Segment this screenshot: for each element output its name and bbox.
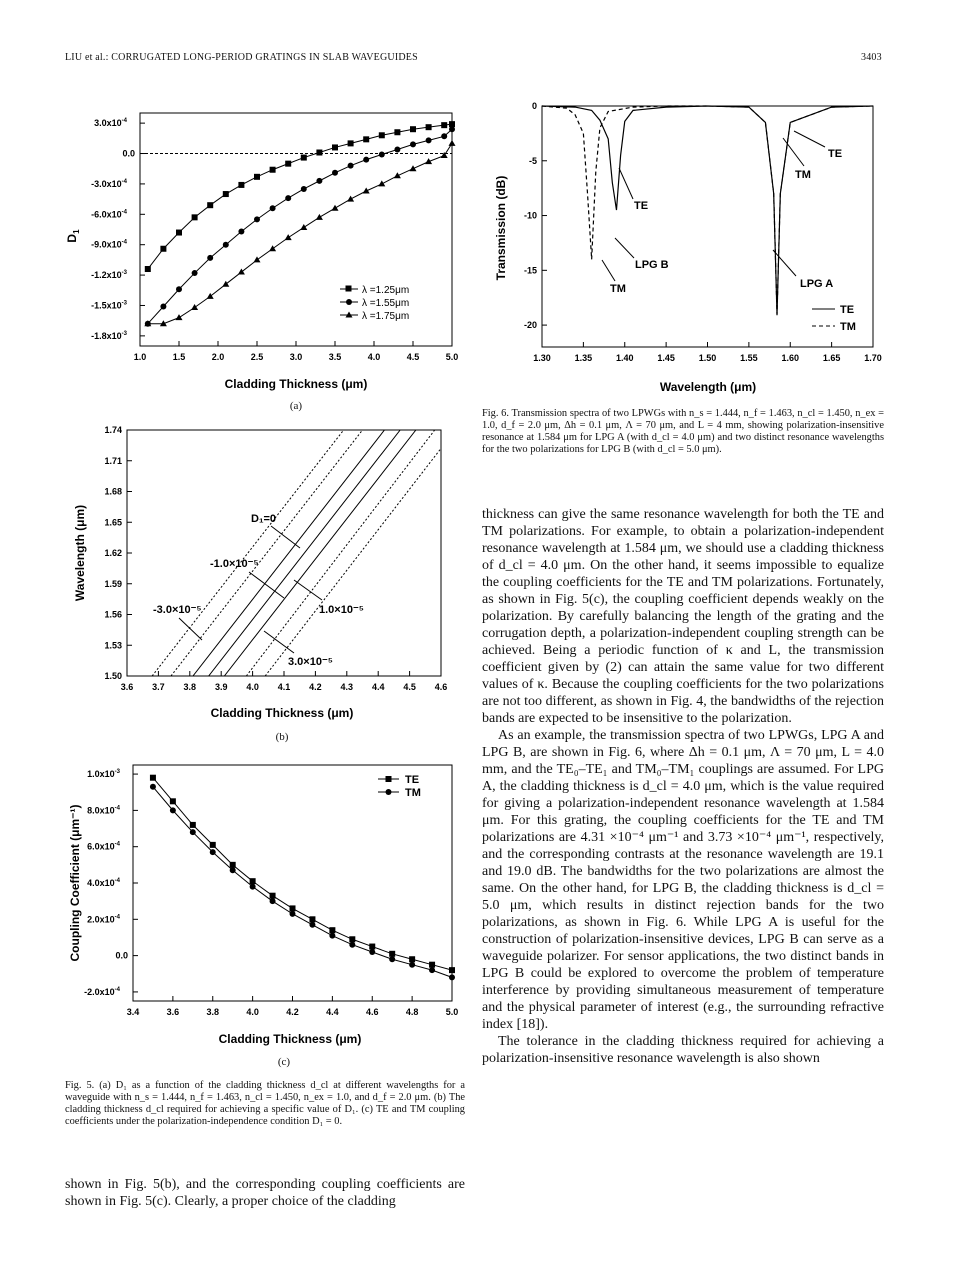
contour-line (209, 430, 401, 676)
data-point (238, 269, 245, 275)
data-point (363, 188, 370, 194)
data-point (394, 146, 400, 152)
data-point (207, 202, 213, 208)
figure-6-caption: Fig. 6. Transmission spectra of two LPWGs with n_s = 1.444, n_f = 1.463, n_cl = 1.450, n_ex = 1.0, d_f = 2.0 μm, Δh = 0.1 μm, Λ = 70 μm, and L = 4 mm, showing polarization-insensitive resonance at 1.584 μm for LPG A (with d_cl = 4.0 μm) and two distinct resonance wavelengths for the two polarizations for LPG B (with d_cl = 5.0 μm). (482, 408, 884, 455)
data-point (449, 974, 455, 980)
data-point (250, 878, 256, 884)
data-point (207, 255, 213, 261)
data-point (348, 140, 354, 146)
legend-label: λ =1.25μm (362, 285, 410, 296)
x-axis-label: Cladding Thickness (μm) (210, 706, 354, 720)
y-tick-label: 0.0 (115, 950, 128, 961)
data-point (176, 230, 182, 236)
data-point (238, 229, 244, 235)
x-tick-label: 4.2 (286, 1007, 299, 1017)
x-tick-label: 3.5 (328, 352, 342, 362)
data-point (394, 172, 401, 178)
running-header: LIU et al.: CORRUGATED LONG-PERIOD GRATINGS IN SLAB WAVEGUIDES (65, 52, 418, 63)
x-axis-label: Wavelength (μm) (659, 380, 757, 394)
data-point (410, 165, 417, 171)
x-tick-label: 1.60 (781, 353, 800, 363)
figure-5c-label: (c) (277, 1056, 291, 1068)
y-tick-label: $-3.0x10^{-4}$ (91, 178, 127, 189)
y-tick-label: $-1.2x10^{-3}$ (91, 270, 127, 281)
data-point (329, 927, 335, 933)
data-point (192, 270, 198, 276)
data-point (285, 195, 291, 201)
data-point (270, 898, 276, 904)
data-point (349, 936, 355, 942)
data-point (300, 224, 307, 230)
annotation-plus-3e-5: 3.0×10⁻⁵ (288, 656, 333, 668)
x-tick-label: 2.5 (250, 352, 264, 362)
x-tick-label: 4.4 (326, 1007, 339, 1017)
x-tick-label: 3.6 (120, 682, 134, 692)
x-tick-label: 1.40 (615, 353, 634, 363)
data-point (441, 122, 447, 128)
data-point (207, 293, 214, 299)
y-tick-label: 1.59 (104, 578, 122, 589)
contour-line (171, 430, 363, 676)
page-number: 3403 (861, 52, 882, 63)
data-point (150, 784, 156, 790)
data-point (379, 132, 385, 138)
x-axis-label: Cladding Thickness (μm) (218, 1032, 362, 1046)
legend-label: TM (840, 321, 856, 333)
y-axis-label: Coupling Coefficient (μm⁻¹) (68, 804, 82, 962)
contour-line (265, 440, 447, 676)
data-point (409, 956, 415, 962)
y-tick-label: $-6.0x10^{-4}$ (91, 209, 127, 220)
x-tick-label: 4.6 (434, 682, 448, 692)
paragraph: The tolerance in the cladding thickness required for achieving a polarization-insensitive resonance wavelength is also shown (482, 1034, 884, 1066)
paragraph: thickness can give the same resonance wavelength for both the TE and TM polarizations. For example, to obtain a polarization-independent resonance wavelength at 1.584 μm, we should use a cladding thickness of d_cl = 4.0 μm. On the other hand, it seems impossible to equalize the coupling coefficients for the TE and TM polarizations. Fortunately, as shown in Fig. 5(c), the coupling coefficient depends weakly on the polarization. By carefully balancing the length of the grating and the corrugation depth, a polarization-independent coupling strength can be achieved. Being a periodic function of κ and L, the transmission coefficient given by (2) can attain the same value for two different values of κ. Because the coupling coefficients for the two polarizations are not too different, as shown in Fig. 4, the bandwidths of the rejection bands are expected to be insensitive to the polarization. (482, 507, 884, 726)
data-point (190, 822, 196, 828)
data-point (441, 133, 447, 139)
data-point (285, 161, 291, 167)
x-tick-label: 4.5 (406, 352, 420, 362)
data-point (250, 884, 256, 890)
data-point (254, 256, 261, 262)
data-point (290, 911, 296, 917)
y-tick-label: $2.0x10^{-4}$ (87, 914, 120, 925)
data-point (230, 867, 236, 873)
data-point (150, 775, 156, 781)
figure-5-caption: Fig. 5. (a) D₁ as a function of the cladding thickness d_cl at different wavelengths for a waveguide with n_s = 1.444, n_f = 1.463, n_cl = 1.450, n_ex = 1.0, and d_f = 2.0 μm. (b) The cladding thickness d_cl required for achieving a specific value of D₁. (c) TE and TM coupling coefficients under the polarization-independence condition D₁ = 0. (65, 1080, 465, 1127)
x-tick-label: 4.1 (277, 682, 291, 692)
x-tick-label: 4.6 (365, 1007, 379, 1017)
y-tick-label: $-1.5x10^{-3}$ (91, 300, 127, 311)
right-column-text (482, 506, 884, 1067)
y-axis-label: Transmission (dB) (494, 175, 508, 281)
left-column-text (65, 1176, 465, 1210)
data-point (363, 136, 369, 142)
paragraph: shown in Fig. 5(b), and the corresponding coupling coefficients are shown in Fig. 5(c). Clearly, a proper choice of the cladding (65, 1177, 465, 1209)
y-tick-label: $-2.0x10^{-4}$ (84, 986, 120, 997)
figure-5b-label: (b) (275, 731, 289, 743)
annotations (153, 513, 364, 668)
series-line (153, 778, 452, 970)
data-point (449, 126, 455, 132)
y-tick-label: $6.0x10^{-4}$ (87, 841, 120, 852)
contour-line (152, 430, 344, 676)
annotation-lpg-a: LPG A (800, 278, 834, 290)
y-tick-label: $-9.0x10^{-4}$ (91, 239, 127, 250)
y-tick-label: 1.62 (104, 548, 122, 558)
plot-frame (133, 765, 452, 1001)
legend-label: TE (840, 304, 855, 316)
y-tick-label: -15 (523, 265, 537, 276)
y-tick-label: $1.0x10^{-3}$ (87, 769, 120, 780)
data-point (429, 967, 435, 973)
x-tick-label: 4.4 (371, 682, 385, 692)
plot-frame (127, 430, 441, 676)
x-tick-label: 4.5 (403, 682, 416, 692)
data-point (316, 150, 322, 156)
data-point (441, 152, 448, 158)
data-point (389, 951, 395, 957)
y-tick-label: -5 (528, 155, 537, 166)
x-tick-label: 1.5 (172, 352, 186, 362)
x-tick-label: 3.6 (166, 1007, 180, 1017)
figure-5c-chart (62, 755, 462, 1055)
data-point (230, 862, 236, 868)
data-point (426, 124, 432, 130)
x-tick-label: 4.0 (246, 1007, 259, 1017)
series-line (153, 787, 452, 978)
legend-label: TM (405, 787, 421, 799)
y-tick-label: $4.0x10^{-4}$ (87, 878, 120, 888)
x-tick-label: 3.4 (126, 1007, 140, 1017)
legend-label: λ =1.75μm (362, 311, 410, 322)
contour-line (193, 430, 385, 676)
x-tick-label: 1.45 (657, 353, 675, 363)
y-tick-label: 1.65 (104, 517, 122, 528)
data-point (176, 314, 183, 320)
plot-frame (542, 106, 873, 347)
data-point (210, 849, 216, 855)
x-tick-label: 4.3 (340, 682, 354, 692)
data-point (329, 933, 335, 939)
annotation-d1-zero: D₁=0 (251, 513, 277, 525)
legend (812, 304, 856, 333)
y-tick-label: 1.74 (104, 425, 122, 435)
x-tick-label: 3.8 (206, 1007, 220, 1017)
y-tick-label: -20 (523, 320, 537, 331)
data-point (191, 304, 198, 310)
x-tick-label: 4.0 (367, 352, 381, 362)
data-point (192, 214, 198, 220)
data-point (145, 266, 151, 272)
x-tick-label: 3.7 (152, 682, 165, 692)
data-point (254, 174, 260, 180)
y-tick-label: 0.0 (122, 148, 135, 159)
data-point (332, 205, 339, 211)
annotation-minus-1e-5: -1.0×10⁻⁵ (210, 558, 259, 570)
x-tick-label: 1.50 (698, 353, 717, 363)
annotation-tm-a: TM (795, 169, 811, 181)
annotation-te-b: TE (634, 200, 649, 212)
data-point (170, 807, 176, 813)
x-tick-label: 4.8 (405, 1007, 419, 1017)
data-point (378, 180, 385, 186)
data-point (190, 829, 196, 835)
annotation-te-a: TE (828, 148, 843, 160)
data-point (301, 155, 307, 161)
y-tick-label: 1.56 (104, 609, 122, 620)
data-point (332, 144, 338, 150)
data-point (410, 141, 416, 147)
annotation-tm-b: TM (610, 283, 626, 295)
figure-6-chart (488, 100, 888, 400)
legend-label: λ =1.55μm (362, 298, 410, 309)
data-point (176, 286, 182, 292)
x-tick-label: 1.30 (533, 353, 551, 363)
data-point (290, 905, 296, 911)
y-axis-label: Wavelength (μm) (73, 504, 87, 602)
data-point (170, 798, 176, 804)
series-line (148, 143, 452, 323)
legend-label: TE (405, 774, 420, 786)
data-point (409, 962, 415, 968)
data-point (160, 303, 166, 309)
annotation-minus-3e-5: -3.0×10⁻⁵ (153, 604, 202, 616)
data-point (349, 942, 355, 948)
y-tick-label: 1.53 (104, 640, 122, 651)
data-point (410, 126, 416, 132)
data-point (270, 167, 276, 173)
data-point (270, 893, 276, 899)
data-point (449, 140, 456, 146)
x-tick-label: 5.0 (445, 352, 459, 362)
data-point (316, 214, 323, 220)
data-point (449, 967, 455, 973)
figure-5a-label: (a) (289, 400, 303, 412)
figure-5a-chart (62, 108, 462, 398)
series-line (148, 124, 452, 269)
x-tick-label: 3.0 (289, 352, 303, 362)
annotation-lpg-b: LPG B (635, 259, 669, 271)
data-point (254, 216, 260, 222)
data-point (301, 186, 307, 192)
data-point (347, 196, 354, 202)
x-axis-label: Cladding Thickness (μm) (224, 377, 368, 391)
y-tick-label: $3.0x10^{-4}$ (94, 118, 127, 129)
data-point (379, 152, 385, 158)
y-tick-label: -10 (523, 210, 537, 221)
y-tick-label: $8.0x10^{-4}$ (87, 805, 120, 816)
x-tick-label: 4.2 (309, 682, 322, 692)
x-tick-label: 5.0 (445, 1007, 459, 1017)
legend (340, 285, 409, 322)
data-point (270, 205, 276, 211)
x-tick-label: 4.0 (246, 682, 259, 692)
data-point (285, 234, 292, 240)
y-tick-label: 1.68 (104, 486, 122, 497)
contour-line (224, 430, 416, 676)
x-tick-label: 1.70 (864, 353, 882, 363)
data-point (309, 922, 315, 928)
data-point (429, 962, 435, 968)
annotation-plus-1e-5: 1.0×10⁻⁵ (319, 604, 364, 616)
y-tick-label: $-1.8x10^{-3}$ (91, 330, 127, 341)
data-point (348, 163, 354, 169)
data-point (269, 245, 276, 251)
data-point (238, 182, 244, 188)
data-point (394, 129, 400, 135)
x-tick-label: 1.55 (740, 353, 758, 363)
data-point (332, 170, 338, 176)
y-tick-label: 0 (531, 101, 537, 111)
y-axis-label: $D_1$ (65, 229, 81, 243)
data-point (223, 242, 229, 248)
x-tick-label: 1.35 (574, 353, 593, 363)
data-point (426, 137, 432, 143)
x-tick-label: 1.65 (822, 353, 841, 363)
data-point (309, 916, 315, 922)
data-point (316, 178, 322, 184)
y-tick-label: 1.50 (104, 671, 122, 681)
data-point (160, 246, 166, 252)
legend (378, 774, 421, 799)
data-point (369, 944, 375, 950)
x-tick-label: 3.8 (183, 682, 197, 692)
x-tick-label: 3.9 (214, 682, 228, 692)
data-point (210, 842, 216, 848)
data-point (223, 191, 229, 197)
annotations (602, 131, 842, 295)
data-point (222, 281, 229, 287)
paragraph: As an example, the transmission spectra of two LPWGs, LPG A and LPG B, are shown in Fig. 6, where Δh = 0.1 μm, Λ = 70 μm, L = 4.0 mm, and the TE₀–TE₁ and TM₀–TM₁ couplings are assumed. For LPG A, the cladding thickness is d_cl = 4.0 μm, which is the value required for giving a polarization-independent resonance wavelength at 1.584 μm. For this grating, the coupling coefficients for the TE and TM polarizations are 4.31 ×10⁻⁴ μm⁻¹ and 3.73 ×10⁻⁴ μm⁻¹, respectively, and the corresponding contrasts at the resonance wavelength are 19.1 and 19.0 dB. The bandwidths for the two polarizations are almost the same. On the other hand, for LPG B, the cladding thickness is d_cl = 5.0 μm, which results in distinct rejection bands for the two polarizations, as shown in Fig. 6. While LPG A is useful for the construction of polarization-insensitive devices, LPG B can serve as a waveguide polarizer. For sensor applications, the two distinct bands in LPG B could be explored to overcome the problem of temperature interference by providing simultaneous measurement of temperature and the physical parameter of interest (e.g., the surrounding refractive index [18]). (482, 728, 884, 1032)
figure-5b-chart (62, 420, 462, 730)
x-tick-label: 2.0 (211, 352, 225, 362)
data-point (389, 956, 395, 962)
data-point (363, 157, 369, 163)
y-tick-label: 1.71 (104, 455, 122, 466)
data-point (369, 949, 375, 955)
x-tick-label: 1.0 (133, 352, 147, 362)
